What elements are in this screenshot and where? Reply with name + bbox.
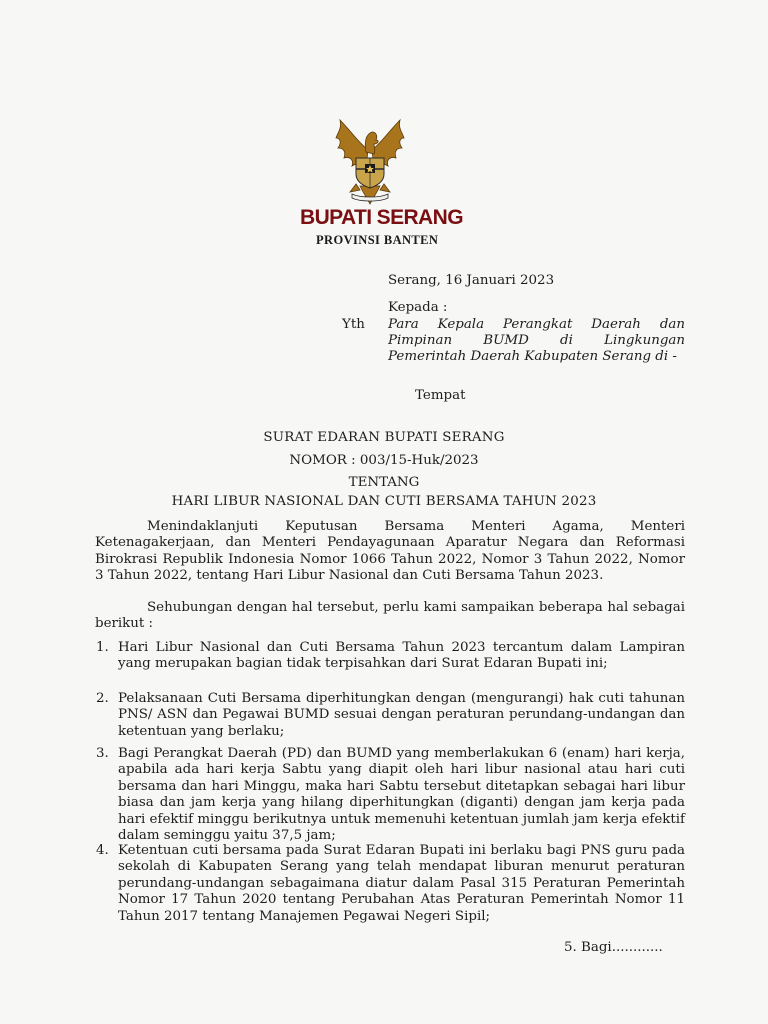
yth-label: Yth (342, 317, 365, 332)
list-item-text: Bagi Perangkat Daerah (PD) dan BUMD yang memberlakukan 6 (enam) hari kerja, apabila ada hari kerja Sabtu yang diapit oleh hari libur nasional atau hari cuti bersama dan hari Minggu, maka hari Sabtu tersebut ditetapkan sebagai hari libur biasa dan jam kerja yang hilang diperhitungkan (diganti) dengan jam kerja pada hari efektif minggu berikutnya untuk memenuhi ketentuan jumlah jam kerja efektif dalam seminggu yaitu 37,5 jam; (118, 746, 685, 844)
body-paragraph-1: Menindaklanjuti Keputusan Bersama Menteri Agama, Menteri Ketenagakerjaan, dan Menteri Pendayagunaan Aparatur Negara dan Reformasi Birokrasi Republik Indonesia Nomor 1066 Tahun 2022, Nomor 3 Tahun 2022, Nomor 3 Tahun 2022, tentang Hari Libur Nasional dan Cuti Bersama Tahun 2023. (95, 519, 685, 584)
list-item-number: 4. (96, 843, 109, 858)
list-item-number: 3. (96, 746, 109, 761)
list-item-number: 1. (96, 640, 109, 655)
garuda-emblem-icon (330, 112, 410, 208)
document-heading: SURAT EDARAN BUPATI SERANG (263, 430, 505, 445)
addressee-block: Para Kepala Perangkat Daerah dan Pimpinan BUMD di Lingkungan Pemerintah Daerah Kabupaten Serang di - (388, 317, 685, 365)
document-subject: HARI LIBUR NASIONAL DAN CUTI BERSAMA TAHUN 2023 (171, 494, 597, 509)
letterhead-title: BUPATI SERANG (300, 206, 463, 229)
list-item-number: 2. (96, 691, 109, 706)
document-number: NOMOR : 003/15-Huk/2023 (289, 453, 479, 468)
page-continuation: 5. Bagi............ (564, 940, 663, 955)
list-item-text: Hari Libur Nasional dan Cuti Bersama Tahun 2023 tercantum dalam Lampiran yang merupakan bagian tidak terpisahkan dari Surat Edaran Bupati ini; (118, 640, 685, 672)
kepada-label: Kepada : (388, 300, 448, 315)
list-item-text: Pelaksanaan Cuti Bersama diperhitungkan dengan (mengurangi) hak cuti tahunan PNS/ ASN dan Pegawai BUMD sesuai dengan peraturan perundang-undangan dan ketentuan yang berlaku; (118, 691, 685, 739)
tempat-label: Tempat (415, 388, 466, 403)
tentang-label: TENTANG (348, 475, 420, 490)
body-paragraph-2: Sehubungan dengan hal tersebut, perlu kami sampaikan beberapa hal sebagai berikut : (95, 600, 685, 632)
letter-date: Serang, 16 Januari 2023 (388, 273, 555, 288)
list-item-text: Ketentuan cuti bersama pada Surat Edaran Bupati ini berlaku bagi PNS guru pada sekolah di Kabupaten Serang yang telah mendapat liburan menurut peraturan perundang-undangan sebagaimana diatur dalam Pasal 315 Peraturan Pemerintah Nomor 17 Tahun 2020 tentang Perubahan Atas Peraturan Pemerintah Nomor 11 Tahun 2017 tentang Manajemen Pegawai Negeri Sipil; (118, 843, 685, 924)
letterhead-subtitle: PROVINSI BANTEN (316, 233, 439, 247)
